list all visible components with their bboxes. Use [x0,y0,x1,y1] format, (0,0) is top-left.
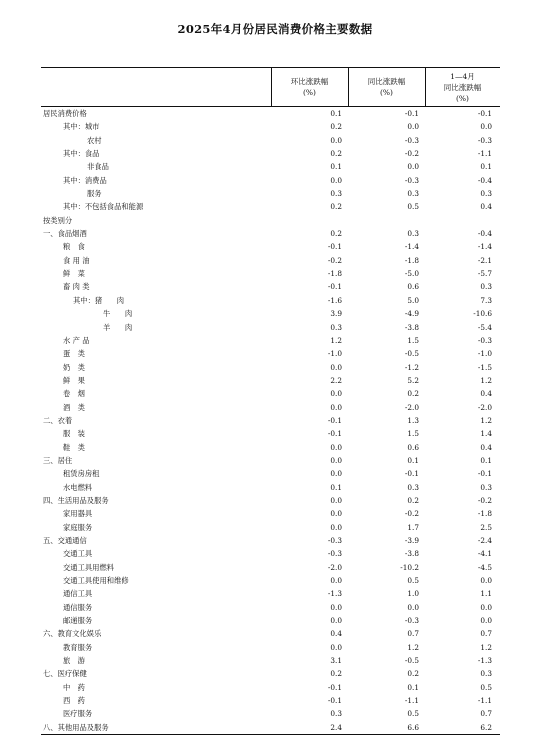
mom-value: 0.0 [330,135,342,145]
row-label: 其中：城市 [63,122,100,132]
row-label: 酒 类 [63,402,85,412]
yoy-value: 1.5 [407,429,419,439]
yoy-value: 6.6 [407,722,419,732]
table-row [41,174,500,187]
ytd-value: -5.7 [477,269,492,279]
row-label: 牛 肉 [103,309,133,319]
mom-value: 0.0 [330,509,342,519]
ytd-value: -1.1 [477,149,492,159]
table-row [41,654,500,667]
row-label: 交通工具使用和维修 [63,576,129,586]
mom-value: 0.0 [330,522,342,532]
yoy-value: -2.0 [404,402,419,412]
table-row [41,547,500,560]
row-label: 鞋 类 [63,442,85,452]
yoy-value: -1.1 [404,696,419,706]
row-label: 七、医疗保健 [43,669,87,679]
mom-value: 0.0 [330,175,342,185]
header-ytd-line: 同比涨跌幅 [443,82,482,92]
yoy-value: 0.5 [407,576,419,586]
mom-value: 0.0 [330,642,342,652]
mom-value: 1.2 [330,335,342,345]
table-row [41,401,500,414]
header-yoy [348,68,425,106]
row-label: 鲜 菜 [63,269,85,279]
mom-value: -0.3 [327,536,342,545]
row-label: 教育服务 [63,642,93,652]
table-row [41,481,500,494]
row-label: 租赁房房租 [63,469,100,479]
mom-value: 0.1 [330,482,342,492]
table-row [41,321,500,334]
ytd-value: 0.4 [480,202,492,212]
table-row [41,627,500,640]
row-label: 医疗服务 [63,709,93,719]
mom-value: 3.9 [330,309,342,319]
ytd-value: 1.2 [480,375,492,385]
ytd-value: -5.4 [477,322,492,332]
ytd-value: -1.0 [477,349,492,359]
mom-value: 0.2 [330,149,342,159]
table-row [41,667,500,680]
ytd-value: 0.0 [480,616,492,626]
yoy-value: -3.8 [404,549,419,559]
mom-value: -0.1 [327,415,342,425]
row-label: 鲜 果 [63,375,85,385]
ytd-value: -0.3 [477,135,492,145]
header-ytd [425,68,500,106]
table-row [41,494,500,507]
row-label: 服 装 [63,429,85,439]
row-label: 粮 食 [63,242,85,252]
mom-value: 0.3 [330,322,342,332]
table-row [41,280,500,293]
table-row [41,147,500,160]
ytd-value: -0.4 [477,175,492,185]
ytd-value: 0.3 [480,482,492,492]
yoy-value: 0.1 [407,455,419,465]
ytd-value: 0.0 [480,602,492,612]
header-ytd-unit: (%) [456,93,469,103]
table-row [41,307,500,320]
ytd-value: -0.2 [477,495,492,505]
row-label: 通信服务 [63,602,93,612]
table-row [41,160,500,173]
table-row [41,214,500,227]
row-label: 居民消费价格 [43,109,87,118]
ytd-value: -4.5 [477,562,492,572]
mom-value: -2.0 [327,562,342,572]
table-row [41,467,500,480]
ytd-value: -2.4 [477,536,492,545]
header-mom-line: 环比涨跌幅 [290,77,329,86]
mom-value: 0.0 [330,469,342,479]
row-label: 卷 烟 [63,389,85,399]
row-label: 旅 游 [63,656,85,666]
row-label: 六、教育文化娱乐 [43,629,102,639]
mom-value: -0.1 [327,242,342,252]
mom-value: -1.3 [327,589,342,599]
row-label: 五、交通通信 [43,536,87,545]
row-label: 其中：食品 [63,149,100,159]
mom-value: -0.1 [327,682,342,692]
yoy-value: 0.5 [407,709,419,719]
row-label: 其中：不包括食品和能源 [63,202,144,212]
table-row [41,240,500,253]
mom-value: 0.0 [330,616,342,626]
yoy-value: 1.0 [407,589,419,599]
row-label: 蛋 类 [63,349,85,359]
mom-value: 0.1 [330,162,342,172]
row-label: 一、食品烟酒 [43,229,87,239]
header-yoy-line: 同比涨跌幅 [367,77,406,86]
table-row [41,227,500,240]
mom-value: 2.4 [330,722,342,732]
mom-value: 0.0 [330,402,342,412]
yoy-value: 1.7 [407,522,419,532]
ytd-value: -0.3 [477,335,492,345]
row-label: 交通工具 [63,549,93,559]
row-label: 羊 肉 [103,322,133,332]
yoy-value: -1.4 [404,242,419,252]
table-row [41,574,500,587]
table-row [41,414,500,427]
yoy-value: -0.1 [404,469,419,479]
yoy-value: 0.0 [407,602,419,612]
yoy-value: -3.8 [404,322,419,332]
ytd-value: -2.1 [477,255,492,265]
ytd-value: -4.1 [477,549,492,559]
table-row [41,134,500,147]
ytd-value: -1.1 [477,696,492,706]
ytd-value: -1.5 [477,362,492,372]
table-row [41,454,500,467]
row-label: 农村 [87,135,102,145]
yoy-value: 0.6 [407,282,419,292]
ytd-value: 0.7 [480,629,492,639]
yoy-value: -5.0 [404,269,419,279]
yoy-value: 0.2 [407,389,419,399]
ytd-value: 1.2 [480,415,492,425]
yoy-value: -0.1 [404,109,419,118]
table-row [41,707,500,720]
yoy-value: 1.3 [407,415,419,425]
ytd-value: -1.3 [477,656,492,666]
yoy-value: 5.0 [407,295,419,305]
yoy-value: 0.0 [407,122,419,132]
ytd-value: 7.3 [480,295,492,305]
table-row [41,561,500,574]
yoy-value: 0.3 [407,482,419,492]
ytd-value: -2.0 [477,402,492,412]
ytd-value: 0.3 [480,669,492,679]
yoy-value: -0.2 [404,149,419,159]
table-row [41,721,500,735]
mom-value: -0.3 [327,549,342,559]
ytd-value: 2.5 [480,522,492,532]
mom-value: -0.1 [327,696,342,706]
row-label: 三、居住 [43,455,73,465]
row-label: 非食品 [87,162,109,172]
ytd-value: 0.1 [480,162,492,172]
header-yoy-unit: (%) [380,88,393,97]
yoy-value: 1.5 [407,335,419,345]
mom-value: 0.1 [330,109,342,118]
mom-value: 3.1 [330,656,342,666]
row-label: 八、其他用品及服务 [43,722,109,732]
yoy-value: -0.2 [404,509,419,519]
table-row [41,534,500,547]
row-label: 其中：猪 肉 [73,295,125,305]
row-label: 其中：消费品 [63,175,107,185]
yoy-value: 0.2 [407,495,419,505]
table-row [41,334,500,347]
table-row [41,294,500,307]
ytd-value: 0.0 [480,576,492,586]
mom-value: -0.1 [327,429,342,439]
table-row [41,267,500,280]
table-row [41,587,500,600]
ytd-value: 1.4 [480,429,492,439]
table-row [41,374,500,387]
yoy-value: -0.3 [404,175,419,185]
yoy-value: 0.5 [407,202,419,212]
mom-value: 0.0 [330,389,342,399]
table-row [41,120,500,133]
row-label: 交通工具用燃料 [63,562,115,572]
yoy-value: -0.3 [404,616,419,626]
cpi-table [41,67,500,735]
yoy-value: -1.2 [404,362,419,372]
row-label: 邮递服务 [63,616,93,626]
table-row [41,427,500,440]
table-row [41,361,500,374]
table-row [41,641,500,654]
yoy-value: -1.8 [404,255,419,265]
yoy-value: 0.6 [407,442,419,452]
ytd-value: 0.4 [480,442,492,452]
row-label: 奶 类 [63,362,85,372]
row-label: 中 药 [63,682,85,692]
ytd-value: 0.3 [480,189,492,199]
yoy-value: 1.2 [407,642,419,652]
mom-value: -1.0 [327,349,342,359]
ytd-value: -10.6 [473,309,492,319]
table-row [41,387,500,400]
yoy-value: 5.2 [407,375,419,385]
page-title: 2025年4月份居民消费价格主要数据 [177,22,373,36]
yoy-value: -0.3 [404,135,419,145]
table-row [41,187,500,200]
row-label: 通信工具 [63,589,93,599]
row-label: 家用器具 [63,509,93,519]
mom-value: 0.2 [330,669,342,679]
ytd-value: -0.1 [477,469,492,479]
mom-value: 0.4 [330,629,342,639]
ytd-value: 6.2 [480,722,492,732]
mom-value: 0.3 [330,709,342,719]
yoy-value: -3.9 [404,536,419,545]
row-label: 水电燃料 [63,482,93,492]
row-label: 服务 [87,189,102,199]
table-row [41,507,500,520]
mom-value: 2.2 [330,375,342,385]
row-label: 四、生活用品及服务 [43,495,109,505]
mom-value: 0.0 [330,602,342,612]
table-row [41,614,500,627]
mom-value: -0.1 [327,282,342,292]
row-label: 按类别分 [43,215,73,225]
mom-value: 0.0 [330,362,342,372]
mom-value: -1.8 [327,269,342,279]
header-mom [271,68,348,106]
mom-value: 0.0 [330,442,342,452]
ytd-value: -0.4 [477,229,492,239]
row-label: 食 用 油 [63,255,90,265]
yoy-value: 0.0 [407,162,419,172]
row-label: 水 产 品 [63,335,90,345]
ytd-value: 1.1 [480,589,492,599]
table-row [41,694,500,707]
table-row [41,200,500,213]
mom-value: 0.2 [330,202,342,212]
yoy-value: 0.3 [407,229,419,239]
yoy-value: 0.3 [407,189,419,199]
ytd-value: 0.7 [480,709,492,719]
yoy-value: -4.9 [404,309,419,319]
mom-value: -1.6 [327,295,342,305]
ytd-value: 0.1 [480,455,492,465]
table-row [41,681,500,694]
mom-value: 0.2 [330,122,342,132]
ytd-value: 1.2 [480,642,492,652]
ytd-value: 0.0 [480,122,492,132]
yoy-value: -0.5 [404,656,419,666]
table-row [41,347,500,360]
header-ytd-period: 1—4月 [450,71,475,81]
ytd-value: 0.3 [480,282,492,292]
table-row [41,254,500,267]
table-row [41,441,500,454]
table-header [41,67,500,107]
row-label: 畜 肉 类 [63,282,90,292]
mom-value: 0.2 [330,229,342,239]
ytd-value: 0.4 [480,389,492,399]
ytd-value: -1.8 [477,509,492,519]
yoy-value: 0.1 [407,682,419,692]
ytd-value: -0.1 [477,109,492,118]
mom-value: -0.2 [327,255,342,265]
table-row [41,521,500,534]
row-label: 二、衣着 [43,415,73,425]
mom-value: 0.3 [330,189,342,199]
mom-value: 0.0 [330,576,342,586]
header-mom-unit: (%) [303,88,316,97]
ytd-value: -1.4 [477,242,492,252]
row-label: 家庭服务 [63,522,93,532]
yoy-value: -0.5 [404,349,419,359]
table-row [41,601,500,614]
mom-value: 0.0 [330,455,342,465]
mom-value: 0.0 [330,495,342,505]
yoy-value: 0.2 [407,669,419,679]
table-row [41,107,500,120]
ytd-value: 0.5 [480,682,492,692]
yoy-value: 0.7 [407,629,419,639]
table-body [41,107,500,735]
row-label: 西 药 [63,696,85,706]
yoy-value: -10.2 [400,562,419,572]
